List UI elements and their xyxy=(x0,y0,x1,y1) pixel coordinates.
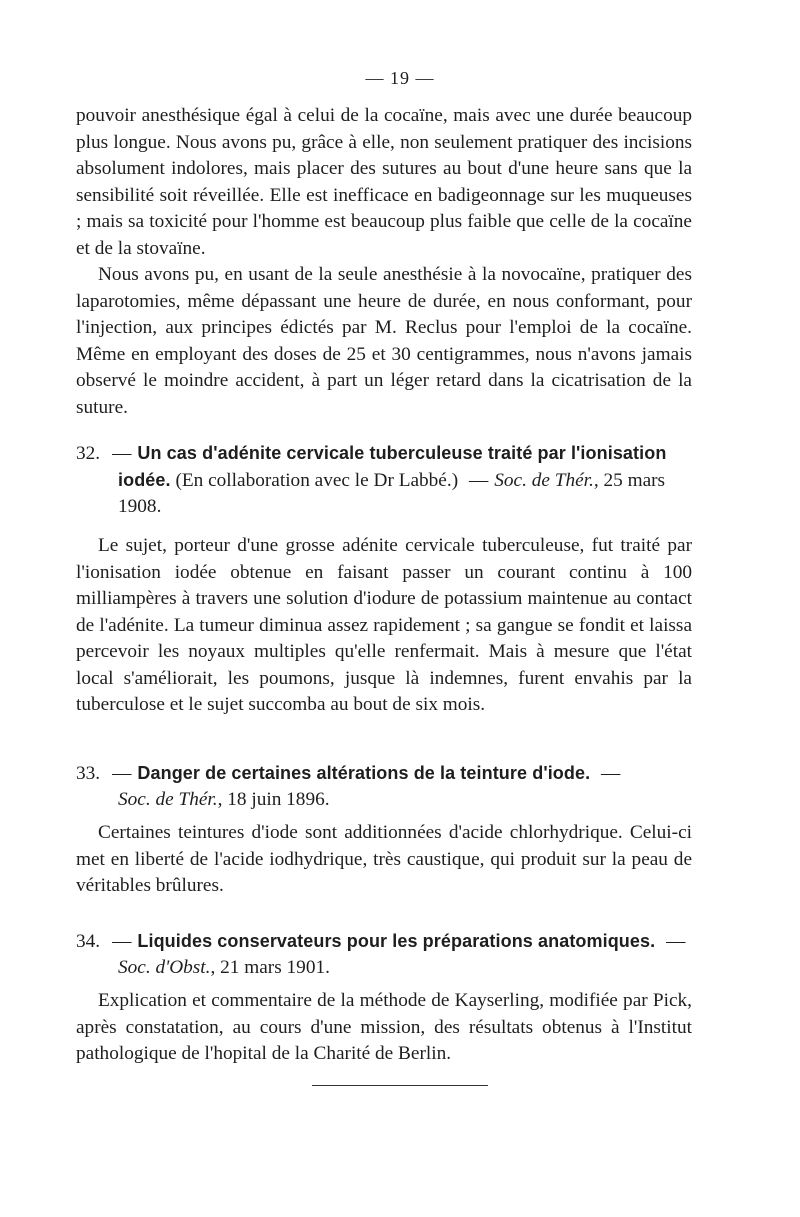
entry-title-cont: iodée. xyxy=(118,470,171,490)
dash: — xyxy=(112,931,132,952)
entry-33-body xyxy=(76,820,692,900)
entry-32-body xyxy=(76,533,692,719)
entry-33: 33. — Danger de certaines altérations de la teinture d'iode. — Soc. de Thér., 18 juin 1896. xyxy=(76,763,621,810)
page-number: — 19 — xyxy=(365,68,435,88)
entry-title: Liquides conservateurs pour les préparations anatomiques. xyxy=(137,931,656,951)
entry-date: 18 juin 1896. xyxy=(227,789,330,810)
entry-number: 33. xyxy=(76,763,101,784)
entry-title: Danger de certaines altérations de la teinture d'iode. xyxy=(137,763,591,783)
dash: — xyxy=(666,931,686,952)
dash: — xyxy=(468,470,489,491)
entry-journal: Soc. d'Obst. xyxy=(118,957,211,978)
paragraph: Explication et commentaire de la méthode de Kayserling, modifiée par Pick, après constatation, au cours d'une mission, des résultats obtenus à l'Institut pathologique de l'hopital de la Charité de Berlin. xyxy=(76,990,692,1064)
dash: — xyxy=(112,763,132,784)
paragraph: Certaines teintures d'iode sont additionnées d'acide chlorhydrique. Celui-ci met en liberté de l'acide iodhydrique, très caustique, qui produit sur la peau de véritables brûlures. xyxy=(76,822,692,896)
entry-date: 25 mars 1908. xyxy=(118,470,666,517)
entry-34-body xyxy=(76,988,692,1068)
paragraph: Nous avons pu, en usant de la seule anesthésie à la novocaïne, pratiquer des laparotomies, même dépassant une heure de durée, en nous conformant, pour l'injection, aux principes édictés par M. Reclus pour l'emploi de la cocaïne. Même en employant des doses de 25 et 30 centigrammes, nous n'avons jamais observé le moindre accident, à part un léger retard dans la cicatrisation de la suture. xyxy=(76,264,692,418)
entry-journal: Soc. de Thér. xyxy=(118,789,218,810)
paragraph: Le sujet, porteur d'une grosse adénite cervicale tuberculeuse, fut traité par l'ionisation iodée obtenue en faisant passer un courant continu à 100 milliampères à travers une solution d'iodure de potassium maintenue au contact de l'adénite. La tumeur diminua assez rapidement ; sa gangue se fondit et laissa percevoir les noyaux multiples qu'elle renfermait. Mais à mesure que l'état local s'améliorait, les poumons, jusque là indemnes, furent envahis par la tuberculose et le sujet succomba au bout de six mois. xyxy=(76,535,692,715)
dash: — xyxy=(112,443,132,464)
entry-journal: Soc. de Thér. xyxy=(494,470,594,491)
entry-date: 21 mars 1901. xyxy=(220,957,330,978)
entry-number: 34. xyxy=(76,931,101,952)
entry-number: 32. xyxy=(76,443,101,464)
intro-section xyxy=(76,103,692,421)
closing-rule xyxy=(312,1085,488,1086)
entry-32: 32. — Un cas d'adénite cervicale tuberculeuse traité par l'ionisation iodée. (En collaboration avec le Dr Labbé.) — Soc. de Thér., 25 mars 1908. xyxy=(76,443,667,517)
entry-note: (En collaboration avec le Dr Labbé.) xyxy=(175,470,459,491)
paragraph: pouvoir anesthésique égal à celui de la cocaïne, mais avec une durée beaucoup plus longue. Nous avons pu, grâce à elle, non seulement pratiquer des incisions absolument indolores, mais placer des sutures au bout d'une heure sans que la sensibilité soit réveillée. Elle est inefficace en badigeonnage sur les muqueuses ; mais sa toxicité pour l'homme est beaucoup plus faible que celle de la cocaïne et de la stovaïne. xyxy=(76,105,692,259)
entry-34: 34. — Liquides conservateurs pour les préparations anatomiques. — Soc. d'Obst., 21 mars 1901. xyxy=(76,931,686,978)
dash: — xyxy=(601,763,621,784)
entry-title: Un cas d'adénite cervicale tuberculeuse traité par l'ionisation xyxy=(137,443,667,463)
